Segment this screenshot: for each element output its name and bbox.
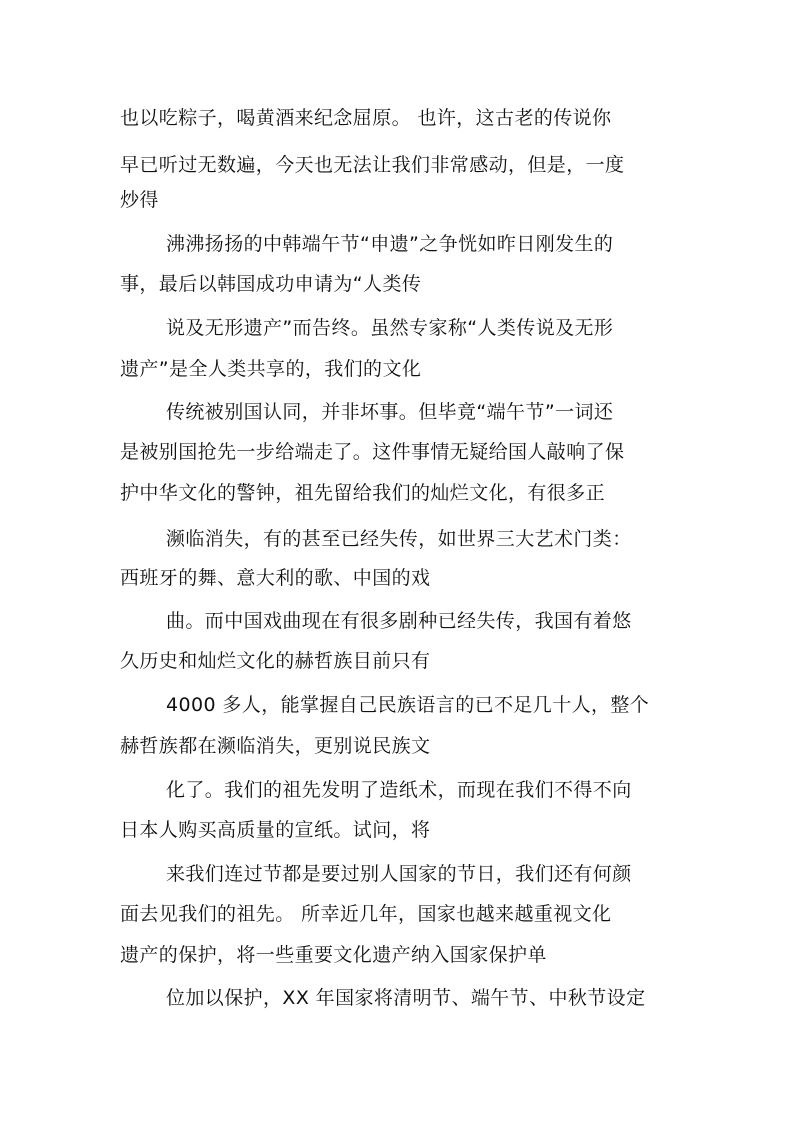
text-line-15: 4000 多人，能掌握自己民族语言的已不足几十人，整个 xyxy=(166,694,650,716)
text-line-12: 西班牙的舞、意大利的歌、中国的戏 xyxy=(120,567,431,589)
text-line-11: 濒临消失，有的甚至已经失传，如世界三大艺术门类： xyxy=(166,528,632,550)
text-line-2: 早已听过无数遍，今天也无法让我们非常感动，但是，一度 xyxy=(120,154,625,176)
text-line-20: 面去见我们的祖先。 所幸近几年，国家也越来越重视文化 xyxy=(120,903,612,925)
text-line-22: 位加以保护，XX 年国家将清明节、端午节、中秋节设定 xyxy=(166,987,646,1009)
text-line-17: 化了。我们的祖先发明了造纸术，而现在我们不得不向 xyxy=(166,779,632,801)
text-line-9: 是被别国抢先一步给端走了。这件事情无疑给国人敲响了保 xyxy=(120,441,625,463)
text-line-8: 传统被别国认同，并非坏事。但毕竟“端午节”一词还 xyxy=(166,401,614,423)
text-line-6: 说及无形遗产”而告终。虽然专家称“人类传说及无形 xyxy=(166,317,614,339)
text-line-4: 沸沸扬扬的中韩端午节“申遗”之争恍如昨日刚发生的 xyxy=(166,233,614,255)
text-line-10: 护中华文化的警钟，祖先留给我们的灿烂文化，有很多正 xyxy=(120,482,606,504)
text-line-7: 遗产”是全人类共享的，我们的文化 xyxy=(120,358,422,380)
text-line-21: 遗产的保护，将一些重要文化遗产纳入国家保护单 xyxy=(120,944,547,966)
text-line-1: 也以吃粽子，喝黄酒来纪念屈原。 也许，这古老的传说你 xyxy=(120,107,612,129)
text-line-13: 曲。而中国戏曲现在有很多剧种已经失传，我国有着悠 xyxy=(166,610,632,632)
text-line-3: 炒得 xyxy=(120,189,159,211)
text-line-14: 久历史和灿烂文化的赫哲族目前只有 xyxy=(120,650,431,672)
text-line-16: 赫哲族都在濒临消失，更别说民族文 xyxy=(120,735,431,757)
text-line-5: 事，最后以韩国成功申请为“人类传 xyxy=(120,273,422,295)
text-line-19: 来我们连过节都是要过别人国家的节日，我们还有何颜 xyxy=(166,863,632,885)
text-line-18: 日本人购买高质量的宣纸。试问，将 xyxy=(120,819,431,841)
